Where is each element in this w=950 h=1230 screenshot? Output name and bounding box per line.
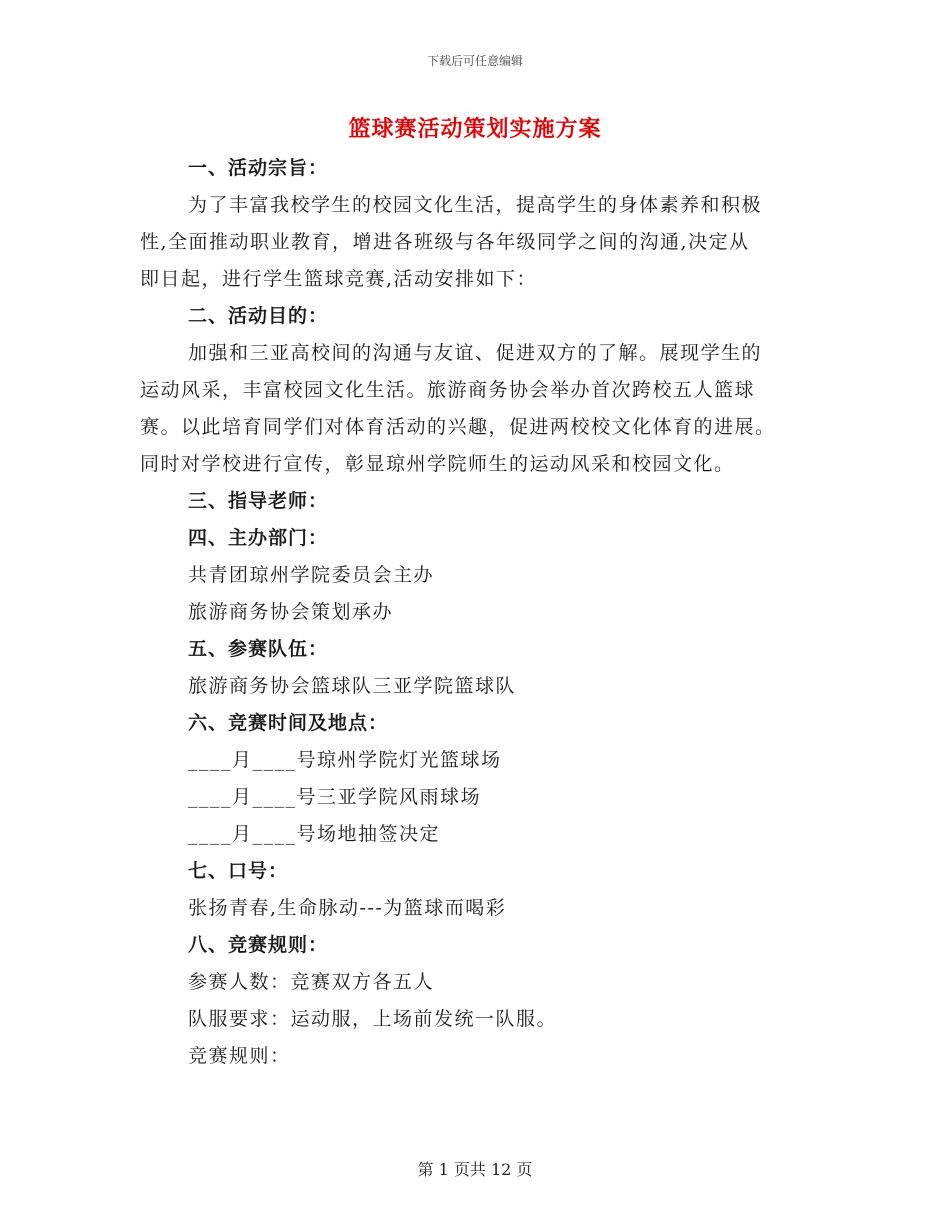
section-heading: 八、竞赛规则： [188, 934, 329, 956]
body-text-line: ____月____号场地抽签决定 [188, 823, 441, 845]
body-text-line: 队服要求：运动服，上场前发统一队服。 [188, 1008, 558, 1030]
body-text-line: 为了丰富我校学生的校园文化生活，提高学生的身体素养和积极 [188, 194, 763, 216]
body-text-line: 竞赛规则： [188, 1045, 291, 1067]
section-heading: 五、参赛队伍： [188, 638, 329, 660]
section-heading: 二、活动目的： [188, 305, 329, 327]
section-heading: 一、活动宗旨： [188, 157, 329, 179]
body-text-line: 加强和三亚高校间的沟通与友谊、促进双方的了解。展现学生的 [188, 342, 763, 364]
body-text-line: 旅游商务协会篮球队三亚学院篮球队 [188, 675, 517, 697]
body-text-line: 旅游商务协会策划承办 [188, 601, 394, 623]
section-heading: 四、主办部门： [188, 527, 329, 549]
section-heading: 六、竞赛时间及地点： [188, 712, 389, 734]
body-text-line: 参赛人数：竞赛双方各五人 [188, 971, 435, 993]
body-text-line: 赛。以此培育同学们对体育活动的兴趣，促进两校校文化体育的进展。 [140, 416, 776, 438]
body-text-line: 运动风采，丰富校园文化生活。旅游商务协会举办首次跨校五人篮球 [140, 379, 756, 401]
body-text-line: 张扬青春,生命脉动---为篮球而喝彩 [188, 897, 507, 919]
section-heading: 三、指导老师： [188, 490, 329, 512]
body-text-line: 即日起，进行学生篮球竞赛,活动安排如下： [140, 268, 538, 290]
header-note: 下载后可任意编辑 [426, 54, 523, 68]
body-text-line: 性,全面推动职业教育，增进各班级与各年级同学之间的沟通,决定从 [140, 231, 750, 253]
section-heading: 七、口号： [188, 860, 289, 882]
page-footer: 第 1 页共 12 页 [417, 1160, 533, 1179]
body-text-line: 共青团琼州学院委员会主办 [188, 564, 435, 586]
body-text-line: 同时对学校进行宣传，彰显琼州学院师生的运动风采和校园文化。 [140, 453, 735, 475]
body-text-line: ____月____号三亚学院风雨球场 [188, 786, 482, 808]
document-body [140, 150, 820, 1075]
body-text-line: ____月____号琼州学院灯光篮球场 [188, 749, 502, 771]
document-title: 篮球赛活动策划实施方案 [348, 116, 602, 142]
